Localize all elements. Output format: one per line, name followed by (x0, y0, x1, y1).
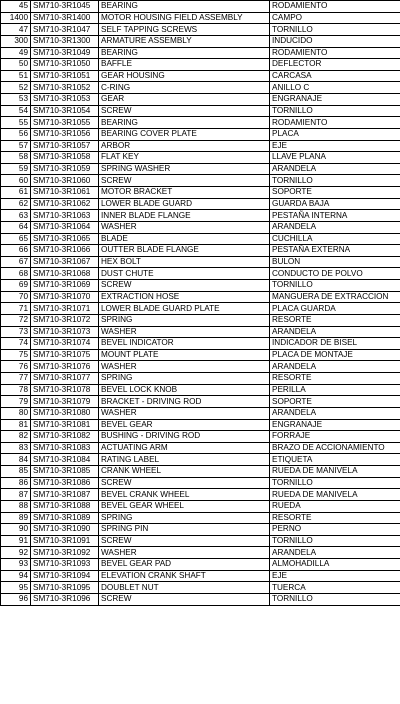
part-number-cell: SM710-3R1091 (31, 535, 99, 547)
part-number-cell: SM710-3R1062 (31, 198, 99, 210)
part-number-cell: SM710-3R1054 (31, 105, 99, 117)
english-description-cell: SPRING PIN (99, 524, 270, 536)
english-description-cell: RATING LABEL (99, 454, 270, 466)
part-number-cell: SM710-3R1072 (31, 314, 99, 326)
part-number-cell: SM710-3R1047 (31, 24, 99, 36)
table-row (1, 1, 400, 13)
part-number-cell: SM710-3R1067 (31, 256, 99, 268)
table-row (1, 431, 400, 443)
part-number-cell: SM710-3R1065 (31, 233, 99, 245)
table-row (1, 524, 400, 536)
english-description-cell: LOWER BLADE GUARD PLATE (99, 303, 270, 315)
english-description-cell: BEARING (99, 1, 270, 13)
item-number-cell: 55 (1, 117, 31, 129)
table-row (1, 210, 400, 222)
spanish-description-cell: RUEDA DE MANIVELA (270, 466, 400, 478)
table-row (1, 570, 400, 582)
spanish-description-cell: PERILLA (270, 384, 400, 396)
table-row (1, 361, 400, 373)
table-row (1, 349, 400, 361)
item-number-cell: 80 (1, 407, 31, 419)
spanish-description-cell: PERNO (270, 524, 400, 536)
item-number-cell: 93 (1, 559, 31, 571)
item-number-cell: 77 (1, 373, 31, 385)
item-number-cell: 63 (1, 210, 31, 222)
part-number-cell: SM710-3R1083 (31, 442, 99, 454)
table-row (1, 535, 400, 547)
table-row (1, 466, 400, 478)
spanish-description-cell: DEFLECTOR (270, 59, 400, 71)
table-row (1, 233, 400, 245)
item-number-cell: 67 (1, 256, 31, 268)
part-number-cell: SM710-3R1400 (31, 12, 99, 24)
item-number-cell: 53 (1, 94, 31, 106)
english-description-cell: SCREW (99, 593, 270, 605)
spanish-description-cell: LLAVE PLANA (270, 152, 400, 164)
table-row (1, 477, 400, 489)
english-description-cell: SCREW (99, 105, 270, 117)
table-row (1, 303, 400, 315)
part-number-cell: SM710-3R1084 (31, 454, 99, 466)
table-row (1, 268, 400, 280)
table-row (1, 326, 400, 338)
english-description-cell: WASHER (99, 547, 270, 559)
spanish-description-cell: ENGRANAJE (270, 419, 400, 431)
table-row (1, 140, 400, 152)
item-number-cell: 58 (1, 152, 31, 164)
english-description-cell: BEARING COVER PLATE (99, 128, 270, 140)
spanish-description-cell: RODAMIENTO (270, 1, 400, 13)
table-row (1, 175, 400, 187)
spanish-description-cell: RUEDA (270, 500, 400, 512)
spanish-description-cell: ARANDELA (270, 547, 400, 559)
table-row (1, 280, 400, 292)
english-description-cell: GEAR (99, 94, 270, 106)
table-row (1, 245, 400, 257)
english-description-cell: ARMATURE ASSEMBLY (99, 35, 270, 47)
spanish-description-cell: INDUCIDO (270, 35, 400, 47)
part-number-cell: SM710-3R1050 (31, 59, 99, 71)
item-number-cell: 82 (1, 431, 31, 443)
item-number-cell: 56 (1, 128, 31, 140)
english-description-cell: BEVEL LOCK KNOB (99, 384, 270, 396)
part-number-cell: SM710-3R1056 (31, 128, 99, 140)
english-description-cell: MOTOR HOUSING FIELD ASSEMBLY (99, 12, 270, 24)
item-number-cell: 74 (1, 338, 31, 350)
english-description-cell: C-RING (99, 82, 270, 94)
item-number-cell: 73 (1, 326, 31, 338)
item-number-cell: 68 (1, 268, 31, 280)
part-number-cell: SM710-3R1089 (31, 512, 99, 524)
english-description-cell: BEVEL INDICATOR (99, 338, 270, 350)
part-number-cell: SM710-3R1051 (31, 70, 99, 82)
item-number-cell: 95 (1, 582, 31, 594)
item-number-cell: 47 (1, 24, 31, 36)
spanish-description-cell: TORNILLO (270, 24, 400, 36)
part-number-cell: SM710-3R1095 (31, 582, 99, 594)
part-number-cell: SM710-3R1078 (31, 384, 99, 396)
item-number-cell: 49 (1, 47, 31, 59)
item-number-cell: 45 (1, 1, 31, 13)
english-description-cell: EXTRACTION HOSE (99, 291, 270, 303)
table-row (1, 256, 400, 268)
part-number-cell: SM710-3R1086 (31, 477, 99, 489)
spanish-description-cell: EJE (270, 570, 400, 582)
item-number-cell: 81 (1, 419, 31, 431)
part-number-cell: SM710-3R1069 (31, 280, 99, 292)
spanish-description-cell: BRAZO DE ACCIONAMIENTO (270, 442, 400, 454)
part-number-cell: SM710-3R1075 (31, 349, 99, 361)
item-number-cell: 57 (1, 140, 31, 152)
spanish-description-cell: TORNILLO (270, 593, 400, 605)
item-number-cell: 59 (1, 163, 31, 175)
spanish-description-cell: PESTAÑA EXTERNA (270, 245, 400, 257)
table-row (1, 24, 400, 36)
item-number-cell: 86 (1, 477, 31, 489)
table-row (1, 35, 400, 47)
english-description-cell: ACTUATING ARM (99, 442, 270, 454)
part-number-cell: SM710-3R1060 (31, 175, 99, 187)
spanish-description-cell: INDICADOR DE BISEL (270, 338, 400, 350)
item-number-cell: 61 (1, 187, 31, 199)
table-row (1, 152, 400, 164)
part-number-cell: SM710-3R1077 (31, 373, 99, 385)
item-number-cell: 88 (1, 500, 31, 512)
item-number-cell: 51 (1, 70, 31, 82)
part-number-cell: SM710-3R1052 (31, 82, 99, 94)
spanish-description-cell: MANGUERA DE EXTRACCION (270, 291, 400, 303)
spanish-description-cell: RESORTE (270, 512, 400, 524)
item-number-cell: 87 (1, 489, 31, 501)
item-number-cell: 60 (1, 175, 31, 187)
item-number-cell: 1400 (1, 12, 31, 24)
part-number-cell: SM710-3R1055 (31, 117, 99, 129)
english-description-cell: WASHER (99, 326, 270, 338)
english-description-cell: BEARING (99, 117, 270, 129)
part-number-cell: SM710-3R1076 (31, 361, 99, 373)
spanish-description-cell: RESORTE (270, 373, 400, 385)
english-description-cell: SCREW (99, 477, 270, 489)
table-row (1, 373, 400, 385)
english-description-cell: SPRING (99, 314, 270, 326)
table-row (1, 221, 400, 233)
spanish-description-cell: ARANDELA (270, 326, 400, 338)
part-number-cell: SM710-3R1082 (31, 431, 99, 443)
part-number-cell: SM710-3R1045 (31, 1, 99, 13)
part-number-cell: SM710-3R1064 (31, 221, 99, 233)
part-number-cell: SM710-3R1066 (31, 245, 99, 257)
item-number-cell: 92 (1, 547, 31, 559)
table-row (1, 582, 400, 594)
table-row (1, 128, 400, 140)
part-number-cell: SM710-3R1094 (31, 570, 99, 582)
spanish-description-cell: ETIQUETA (270, 454, 400, 466)
spanish-description-cell: PLACA GUARDA (270, 303, 400, 315)
part-number-cell: SM710-3R1080 (31, 407, 99, 419)
table-row (1, 105, 400, 117)
spanish-description-cell: ARANDELA (270, 361, 400, 373)
item-number-cell: 96 (1, 593, 31, 605)
parts-table-body (1, 1, 400, 606)
item-number-cell: 84 (1, 454, 31, 466)
part-number-cell: SM710-3R1088 (31, 500, 99, 512)
english-description-cell: DOUBLET NUT (99, 582, 270, 594)
spanish-description-cell: TORNILLO (270, 105, 400, 117)
table-row (1, 82, 400, 94)
table-row (1, 489, 400, 501)
spanish-description-cell: GUARDA BAJA (270, 198, 400, 210)
english-description-cell: SCREW (99, 280, 270, 292)
item-number-cell: 72 (1, 314, 31, 326)
part-number-cell: SM710-3R1081 (31, 419, 99, 431)
item-number-cell: 89 (1, 512, 31, 524)
item-number-cell: 75 (1, 349, 31, 361)
table-row (1, 547, 400, 559)
english-description-cell: MOTOR BRACKET (99, 187, 270, 199)
table-row (1, 407, 400, 419)
part-number-cell: SM710-3R1070 (31, 291, 99, 303)
table-row (1, 442, 400, 454)
table-row (1, 512, 400, 524)
spanish-description-cell: TORNILLO (270, 280, 400, 292)
part-number-cell: SM710-3R1096 (31, 593, 99, 605)
english-description-cell: INNER BLADE FLANGE (99, 210, 270, 222)
item-number-cell: 66 (1, 245, 31, 257)
item-number-cell: 83 (1, 442, 31, 454)
spanish-description-cell: EJE (270, 140, 400, 152)
item-number-cell: 79 (1, 396, 31, 408)
spanish-description-cell: SOPORTE (270, 187, 400, 199)
table-row (1, 396, 400, 408)
table-row (1, 59, 400, 71)
spanish-description-cell: CONDUCTO DE POLVO (270, 268, 400, 280)
spanish-description-cell: RODAMIENTO (270, 47, 400, 59)
part-number-cell: SM710-3R1061 (31, 187, 99, 199)
english-description-cell: WASHER (99, 361, 270, 373)
item-number-cell: 69 (1, 280, 31, 292)
item-number-cell: 52 (1, 82, 31, 94)
part-number-cell: SM710-3R1053 (31, 94, 99, 106)
part-number-cell: SM710-3R1074 (31, 338, 99, 350)
item-number-cell: 64 (1, 221, 31, 233)
part-number-cell: SM710-3R1063 (31, 210, 99, 222)
english-description-cell: SPRING (99, 373, 270, 385)
part-number-cell: SM710-3R1092 (31, 547, 99, 559)
english-description-cell: BEVEL GEAR (99, 419, 270, 431)
english-description-cell: GEAR HOUSING (99, 70, 270, 82)
english-description-cell: DUST CHUTE (99, 268, 270, 280)
table-row (1, 593, 400, 605)
spanish-description-cell: PLACA DE MONTAJE (270, 349, 400, 361)
table-row (1, 454, 400, 466)
item-number-cell: 50 (1, 59, 31, 71)
spanish-description-cell: TORNILLO (270, 535, 400, 547)
part-number-cell: SM710-3R1058 (31, 152, 99, 164)
part-number-cell: SM710-3R1059 (31, 163, 99, 175)
english-description-cell: WASHER (99, 407, 270, 419)
spanish-description-cell: PESTAÑA INTERNA (270, 210, 400, 222)
item-number-cell: 71 (1, 303, 31, 315)
spanish-description-cell: ARANDELA (270, 221, 400, 233)
english-description-cell: CRANK WHEEL (99, 466, 270, 478)
english-description-cell: SPRING (99, 512, 270, 524)
table-row (1, 187, 400, 199)
spanish-description-cell: ARANDELA (270, 163, 400, 175)
item-number-cell: 300 (1, 35, 31, 47)
part-number-cell: SM710-3R1300 (31, 35, 99, 47)
item-number-cell: 65 (1, 233, 31, 245)
part-number-cell: SM710-3R1079 (31, 396, 99, 408)
spanish-description-cell: ARANDELA (270, 407, 400, 419)
item-number-cell: 78 (1, 384, 31, 396)
english-description-cell: ARBOR (99, 140, 270, 152)
english-description-cell: BEVEL GEAR PAD (99, 559, 270, 571)
table-row (1, 384, 400, 396)
table-row (1, 314, 400, 326)
spanish-description-cell: SOPORTE (270, 396, 400, 408)
table-row (1, 198, 400, 210)
english-description-cell: BEVEL CRANK WHEEL (99, 489, 270, 501)
item-number-cell: 91 (1, 535, 31, 547)
table-row (1, 70, 400, 82)
english-description-cell: ELEVATION CRANK SHAFT (99, 570, 270, 582)
item-number-cell: 70 (1, 291, 31, 303)
spanish-description-cell: RESORTE (270, 314, 400, 326)
table-row (1, 12, 400, 24)
item-number-cell: 62 (1, 198, 31, 210)
english-description-cell: WASHER (99, 221, 270, 233)
item-number-cell: 54 (1, 105, 31, 117)
english-description-cell: OUTTER BLADE FLANGE (99, 245, 270, 257)
english-description-cell: LOWER BLADE GUARD (99, 198, 270, 210)
english-description-cell: BEVEL GEAR WHEEL (99, 500, 270, 512)
table-row (1, 500, 400, 512)
english-description-cell: SELF TAPPING SCREWS (99, 24, 270, 36)
english-description-cell: SCREW (99, 175, 270, 187)
table-row (1, 94, 400, 106)
part-number-cell: SM710-3R1057 (31, 140, 99, 152)
item-number-cell: 90 (1, 524, 31, 536)
english-description-cell: BUSHING - DRIVING ROD (99, 431, 270, 443)
table-row (1, 559, 400, 571)
spanish-description-cell: ANILLO C (270, 82, 400, 94)
spanish-description-cell: CUCHILLA (270, 233, 400, 245)
part-number-cell: SM710-3R1049 (31, 47, 99, 59)
table-row (1, 163, 400, 175)
spanish-description-cell: ALMOHADILLA (270, 559, 400, 571)
spanish-description-cell: ENGRANAJE (270, 94, 400, 106)
table-row (1, 291, 400, 303)
part-number-cell: SM710-3R1087 (31, 489, 99, 501)
part-number-cell: SM710-3R1068 (31, 268, 99, 280)
part-number-cell: SM710-3R1085 (31, 466, 99, 478)
item-number-cell: 85 (1, 466, 31, 478)
part-number-cell: SM710-3R1090 (31, 524, 99, 536)
spanish-description-cell: BULON (270, 256, 400, 268)
table-row (1, 47, 400, 59)
english-description-cell: SPRING WASHER (99, 163, 270, 175)
spanish-description-cell: CAMPO (270, 12, 400, 24)
english-description-cell: MOUNT PLATE (99, 349, 270, 361)
english-description-cell: BLADE (99, 233, 270, 245)
english-description-cell: HEX BOLT (99, 256, 270, 268)
table-row (1, 117, 400, 129)
part-number-cell: SM710-3R1093 (31, 559, 99, 571)
english-description-cell: FLAT KEY (99, 152, 270, 164)
table-row (1, 338, 400, 350)
item-number-cell: 94 (1, 570, 31, 582)
table-row (1, 419, 400, 431)
english-description-cell: BRACKET - DRIVING ROD (99, 396, 270, 408)
english-description-cell: SCREW (99, 535, 270, 547)
spanish-description-cell: TORNILLO (270, 175, 400, 187)
spanish-description-cell: FORRAJE (270, 431, 400, 443)
english-description-cell: BEARING (99, 47, 270, 59)
english-description-cell: BAFFLE (99, 59, 270, 71)
spanish-description-cell: CARCASA (270, 70, 400, 82)
spanish-description-cell: TORNILLO (270, 477, 400, 489)
spanish-description-cell: TUERCA (270, 582, 400, 594)
part-number-cell: SM710-3R1073 (31, 326, 99, 338)
spanish-description-cell: RODAMIENTO (270, 117, 400, 129)
part-number-cell: SM710-3R1071 (31, 303, 99, 315)
spanish-description-cell: RUEDA DE MANIVELA (270, 489, 400, 501)
spanish-description-cell: PLACA (270, 128, 400, 140)
item-number-cell: 76 (1, 361, 31, 373)
